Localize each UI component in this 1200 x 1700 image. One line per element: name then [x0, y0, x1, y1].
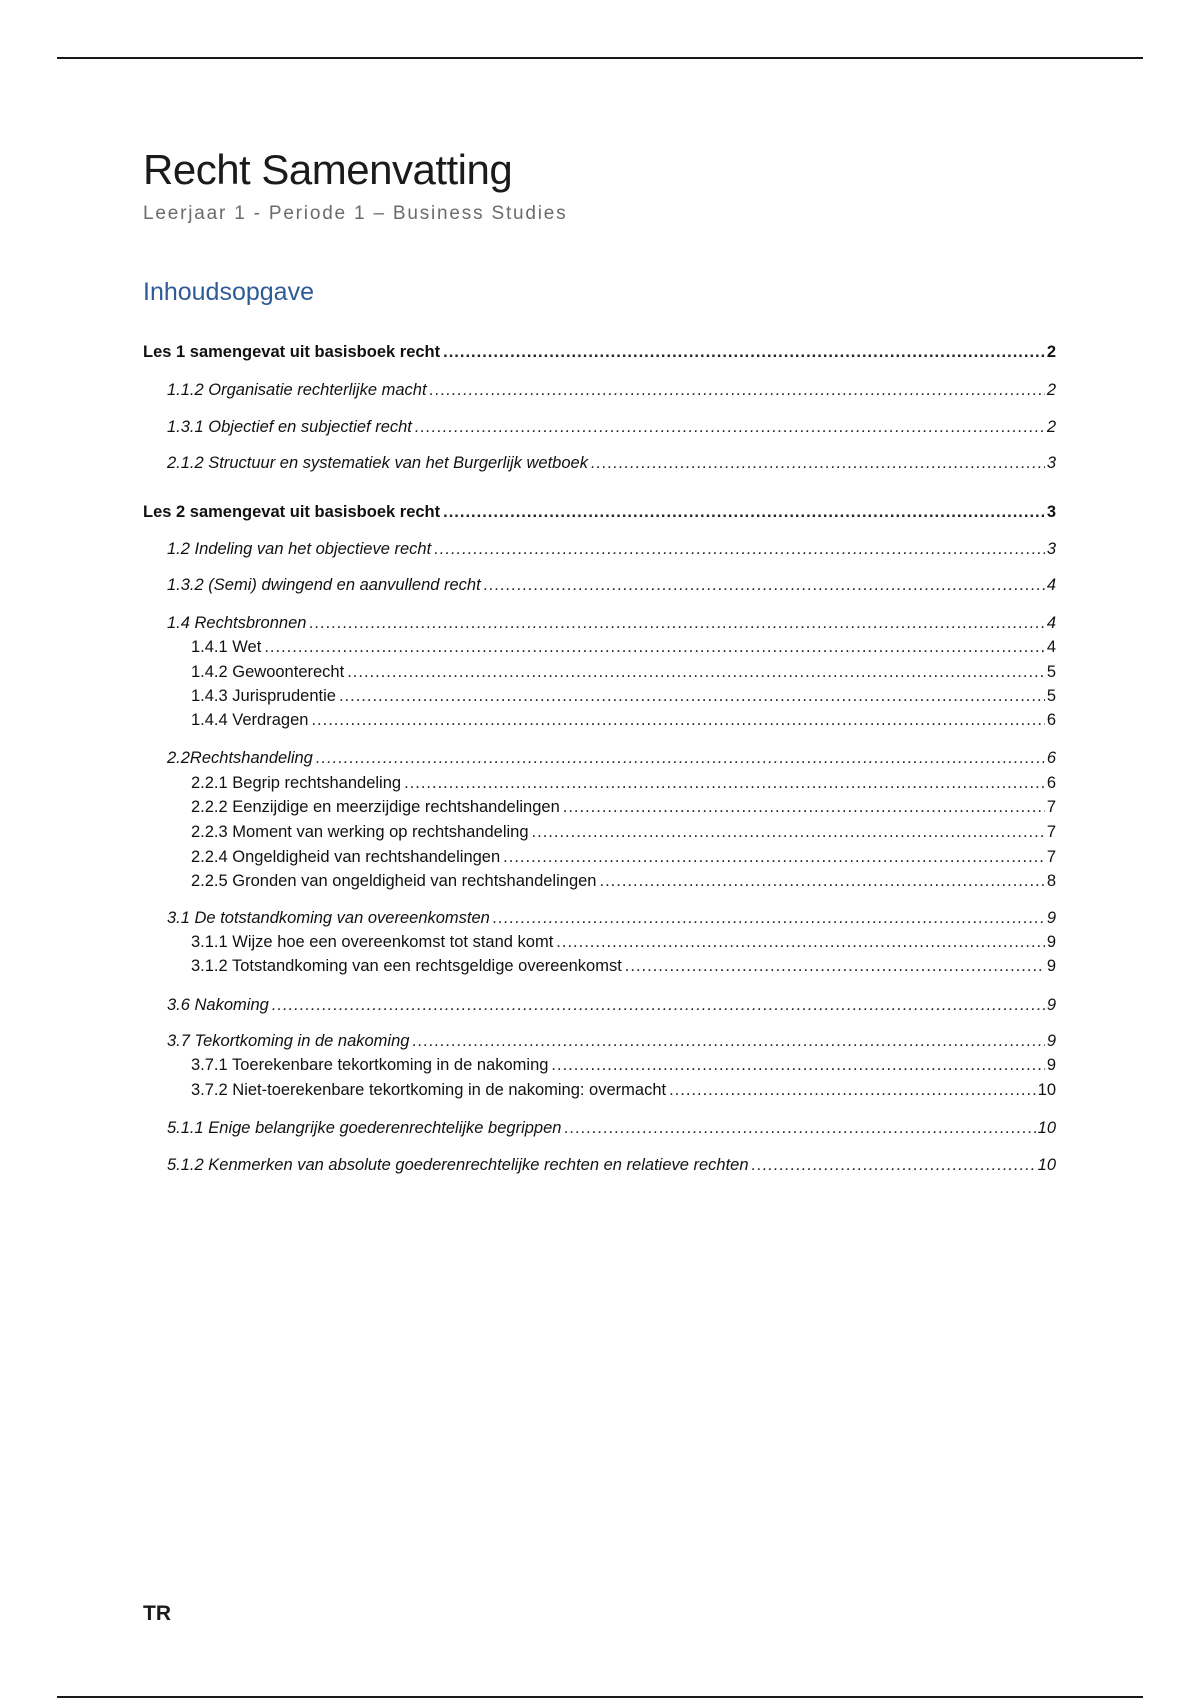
toc-page-number: 3: [1046, 503, 1056, 521]
toc-leader-dots: [347, 661, 1045, 683]
toc-entry-2-1-2[interactable]: [167, 452, 1056, 474]
toc-entry-text: 1.4.2 Gewoonterecht: [191, 663, 345, 681]
toc-entry-1-1-2[interactable]: [167, 379, 1056, 401]
toc-page-number: 2: [1046, 418, 1056, 436]
toc-leader-dots: [272, 994, 1045, 1016]
toc-entry-3-7-1[interactable]: [191, 1054, 1056, 1076]
toc-entry-text: 1.4 Rechtsbronnen: [167, 614, 307, 632]
toc-entry-text: 1.4.1 Wet: [191, 638, 262, 656]
toc-leader-dots: [404, 772, 1045, 794]
toc-entry-text: 3.7.2 Niet-toerekenbare tekortkoming in de nakoming: overmacht: [191, 1081, 667, 1099]
toc-entry-3-1[interactable]: [167, 907, 1056, 929]
toc-page-number: 9: [1046, 957, 1056, 975]
toc-entry-2-2-5[interactable]: [191, 870, 1056, 892]
toc-entry-text: 2.2Rechtshandeling: [167, 749, 313, 767]
toc-leader-dots: [493, 907, 1045, 929]
toc-page-number: 9: [1046, 996, 1056, 1014]
toc-page-number: 4: [1046, 614, 1056, 632]
toc-entry-1-4-4[interactable]: [191, 709, 1056, 731]
toc-entry-3-6[interactable]: [167, 994, 1056, 1016]
toc-page-number: 9: [1046, 1056, 1056, 1074]
toc-leader-dots: [339, 685, 1045, 707]
toc-page-number: 3: [1046, 454, 1056, 472]
toc-entry-text: 2.2.4 Ongeldigheid van rechtshandelingen: [191, 848, 501, 866]
toc-entry-text: 3.7 Tekortkoming in de nakoming: [167, 1032, 410, 1050]
toc-entry-text: 5.1.2 Kenmerken van absolute goederenrechtelijke rechten en relatieve rechten: [167, 1156, 749, 1174]
toc-page-number: 9: [1046, 1032, 1056, 1050]
toc-entry-text: 2.2.2 Eenzijdige en meerzijdige rechtshandelingen: [191, 798, 560, 816]
toc-page-number: 6: [1046, 749, 1056, 767]
toc-page-number: 5: [1046, 687, 1056, 705]
toc-entry-3-1-1[interactable]: [191, 931, 1056, 953]
toc-leader-dots: [264, 636, 1044, 658]
toc-entry-1-4[interactable]: [167, 612, 1056, 634]
toc-entry-text: 1.3.1 Objectief en subjectief recht: [167, 418, 412, 436]
toc-entry-text: 3.1 De totstandkoming van overeenkomsten: [167, 909, 490, 927]
toc-page-number: 3: [1046, 540, 1056, 558]
toc-leader-dots: [532, 821, 1045, 843]
toc-entry-5-1-2[interactable]: [167, 1154, 1056, 1176]
toc-page-number: 10: [1037, 1156, 1056, 1174]
footer-initials: TR: [143, 1602, 171, 1625]
toc-leader-dots: [752, 1154, 1036, 1176]
toc-entry-text: Les 2 samengevat uit basisboek recht: [143, 503, 441, 521]
toc-leader-dots: [591, 452, 1045, 474]
toc-page-number: 6: [1046, 774, 1056, 792]
toc-heading: Inhoudsopgave: [143, 278, 314, 306]
toc-page-number: 6: [1046, 711, 1056, 729]
toc-entry-2-2-4[interactable]: [191, 846, 1056, 868]
toc-page-number: 4: [1046, 576, 1056, 594]
toc-page-number: 2: [1046, 343, 1056, 361]
toc-page-number: 9: [1046, 909, 1056, 927]
toc-entry-1-3-1[interactable]: [167, 416, 1056, 438]
toc-entry-text: 1.4.4 Verdragen: [191, 711, 309, 729]
toc-entry-text: 3.1.2 Totstandkoming van een rechtsgeldige overeenkomst: [191, 957, 622, 975]
toc-entry-text: 1.3.2 (Semi) dwingend en aanvullend recht: [167, 576, 481, 594]
toc-leader-dots: [503, 846, 1045, 868]
bottom-rule: [57, 1696, 1143, 1698]
toc-entry-1-4-1[interactable]: [191, 636, 1056, 658]
toc-page-number: 2: [1046, 381, 1056, 399]
toc-page-number: 8: [1046, 872, 1056, 890]
toc-entry-2-2-1[interactable]: [191, 772, 1056, 794]
toc-page-number: 5: [1046, 663, 1056, 681]
toc-leader-dots: [311, 709, 1044, 731]
toc-entry-les-2[interactable]: [143, 501, 1056, 523]
toc-leader-dots: [434, 538, 1045, 560]
toc-leader-dots: [669, 1079, 1036, 1101]
toc-entry-2-2[interactable]: [167, 747, 1056, 769]
toc-entry-text: 1.2 Indeling van het objectieve recht: [167, 540, 432, 558]
document-subtitle: Leerjaar 1 - Periode 1 – Business Studies: [143, 203, 568, 224]
toc-entry-text: 2.2.3 Moment van werking op rechtshandeling: [191, 823, 529, 841]
toc-entry-text: 2.2.5 Gronden van ongeldigheid van rechtshandelingen: [191, 872, 597, 890]
toc-entry-3-1-2[interactable]: [191, 955, 1056, 977]
toc-page-number: 4: [1046, 638, 1056, 656]
toc-leader-dots: [551, 1054, 1044, 1076]
toc-page-number: 9: [1046, 933, 1056, 951]
toc-page-number: 10: [1037, 1119, 1056, 1137]
top-rule: [57, 57, 1143, 59]
toc-entry-text: 5.1.1 Enige belangrijke goederenrechtelijke begrippen: [167, 1119, 562, 1137]
toc-page-number: 7: [1046, 848, 1056, 866]
toc-entry-5-1-1[interactable]: [167, 1117, 1056, 1139]
toc-entry-2-2-3[interactable]: [191, 821, 1056, 843]
toc-entry-les-1[interactable]: [143, 341, 1056, 363]
toc-entry-text: 2.2.1 Begrip rechtshandeling: [191, 774, 402, 792]
toc-leader-dots: [599, 870, 1044, 892]
toc-leader-dots: [430, 379, 1045, 401]
toc-entry-1-3-2[interactable]: [167, 574, 1056, 596]
toc-entry-text: 1.4.3 Jurisprudentie: [191, 687, 336, 705]
toc-leader-dots: [556, 931, 1045, 953]
toc-entry-text: 3.6 Nakoming: [167, 996, 269, 1014]
toc-page-number: 7: [1046, 798, 1056, 816]
toc-leader-dots: [625, 955, 1045, 977]
toc-entry-2-2-2[interactable]: [191, 796, 1056, 818]
toc-entry-1-4-3[interactable]: [191, 685, 1056, 707]
toc-page-number: 10: [1037, 1081, 1056, 1099]
toc-leader-dots: [443, 501, 1045, 523]
toc-entry-1-2[interactable]: [167, 538, 1056, 560]
toc-leader-dots: [316, 747, 1045, 769]
document-title: Recht Samenvatting: [143, 146, 513, 193]
toc-entry-text: 3.1.1 Wijze hoe een overeenkomst tot stand komt: [191, 933, 554, 951]
toc-leader-dots: [443, 341, 1045, 363]
toc-entry-text: 3.7.1 Toerekenbare tekortkoming in de nakoming: [191, 1056, 549, 1074]
toc-page-number: 7: [1046, 823, 1056, 841]
toc-entry-text: 1.1.2 Organisatie rechterlijke macht: [167, 381, 427, 399]
toc-entry-text: Les 1 samengevat uit basisboek recht: [143, 343, 441, 361]
toc-leader-dots: [309, 612, 1044, 634]
toc-leader-dots: [412, 1030, 1044, 1052]
toc-leader-dots: [415, 416, 1045, 438]
toc-leader-dots: [563, 796, 1045, 818]
toc-entry-text: 2.1.2 Structuur en systematiek van het Burgerlijk wetboek: [167, 454, 588, 472]
toc-leader-dots: [484, 574, 1045, 596]
toc-entry-3-7-2[interactable]: [191, 1079, 1056, 1101]
toc-entry-1-4-2[interactable]: [191, 661, 1056, 683]
toc-entry-3-7[interactable]: [167, 1030, 1056, 1052]
toc-leader-dots: [564, 1117, 1035, 1139]
